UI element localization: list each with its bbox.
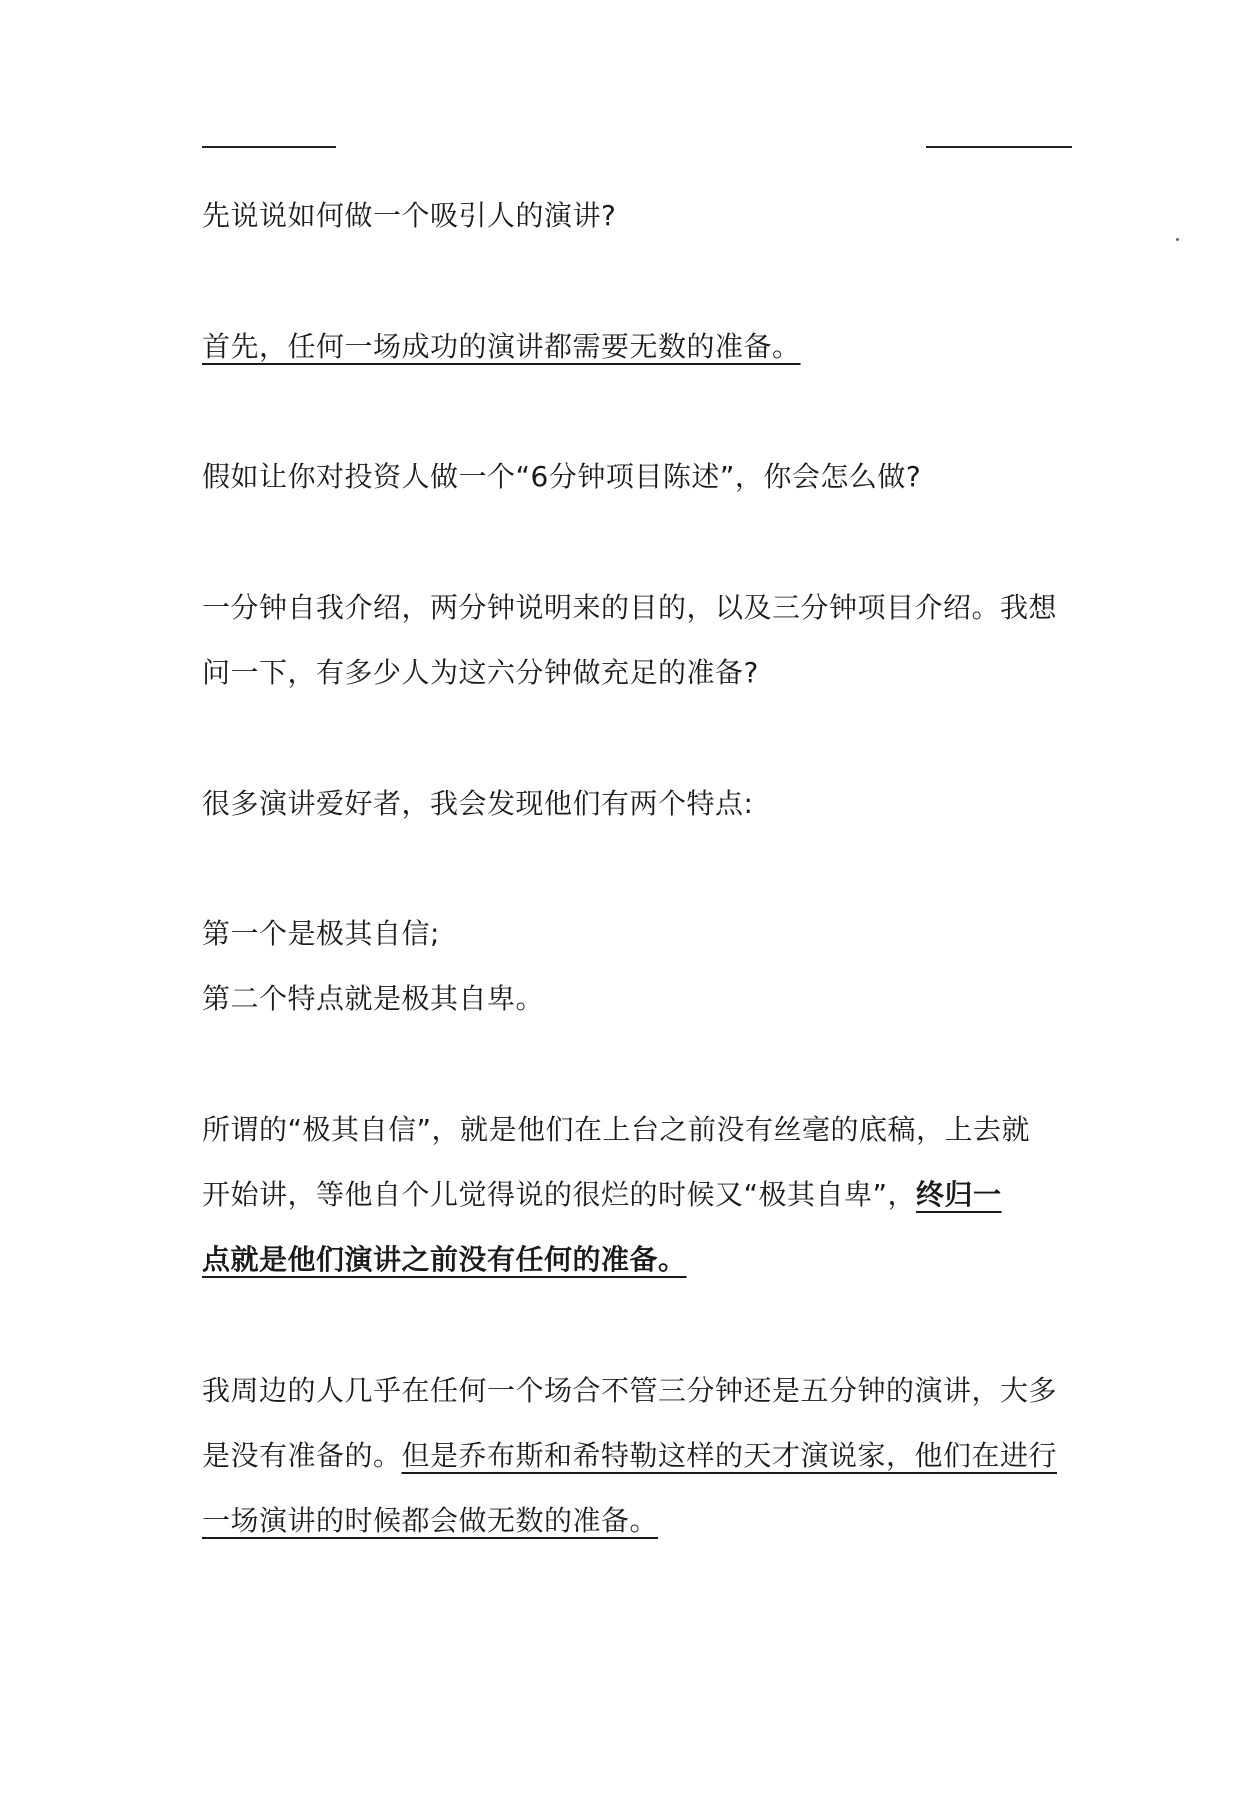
paragraph-orators-line-3 <box>202 1501 658 1541</box>
underlined-orators-start: 但是乔布斯和希特勒这样的天才演说家，他们在进行 <box>401 1439 1058 1472</box>
scan-speck <box>1176 238 1179 241</box>
paragraph-preparation-thesis <box>202 327 801 367</box>
paragraph-two-traits: 很多演讲爱好者，我会发现他们有两个特点: <box>202 787 754 820</box>
underlined-thesis: 首先，任何一场成功的演讲都需要无数的准备。 <box>202 330 801 363</box>
header-rule-right <box>926 146 1072 148</box>
paragraph-pitch-question: 假如让你对投资人做一个“6分钟项目陈述”，你会怎么做? <box>202 460 922 493</box>
confidence-line-2-text: 开始讲，等他自个儿觉得说的很烂的时候又“极其自卑”， <box>202 1178 917 1211</box>
underlined-orators-end: 一场演讲的时候都会做无数的准备。 <box>202 1504 659 1537</box>
paragraph-orators-line-2 <box>202 1436 1057 1476</box>
trait-two: 第二个特点就是极其自卑。 <box>202 982 545 1015</box>
paragraph-confidence-line-1: 所谓的“极其自信”，就是他们在上台之前没有丝毫的底稿，上去就 <box>202 1113 1031 1146</box>
paragraph-intro-question: 先说说如何做一个吸引人的演讲? <box>202 199 617 232</box>
paragraph-six-minutes-line-1: 一分钟自我介绍，两分钟说明来的目的，以及三分钟项目介绍。我想 <box>202 591 1058 624</box>
paragraph-confidence-line-2 <box>202 1175 1002 1215</box>
paragraph-confidence-line-3 <box>202 1240 687 1280</box>
trait-one: 第一个是极其自信; <box>202 917 440 950</box>
bold-conclusion-end: 点就是他们演讲之前没有任何的准备。 <box>202 1243 687 1276</box>
paragraph-six-minutes-line-2: 问一下，有多少人为这六分钟做充足的准备? <box>202 656 759 689</box>
orators-line-2-text: 是没有准备的。 <box>202 1439 402 1472</box>
bold-conclusion-start: 终归一 <box>916 1178 1002 1211</box>
header-rule-left <box>202 146 336 148</box>
paragraph-orators-line-1: 我周边的人几乎在任何一个场合不管三分钟还是五分钟的演讲，大多 <box>202 1374 1058 1407</box>
